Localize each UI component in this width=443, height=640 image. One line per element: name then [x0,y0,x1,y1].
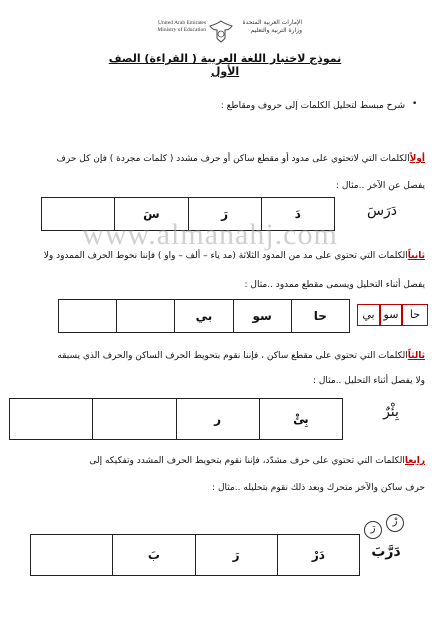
section2-table [58,299,350,333]
section2-cell [117,300,175,333]
section3-table [9,398,343,440]
ministry-ar-line2: وزارة التربية والتعليم [250,27,302,34]
section4-heading: رابعا [404,456,425,466]
section3-cell [93,399,176,440]
page-title: نموذج لاختبار اللغة العربية ( القراءة) الصف الأول [108,52,342,78]
section1-line1 [12,153,425,166]
ministry-ar-line1: الإمارات العربية المتحدة [242,19,302,26]
section3-cell [10,399,93,440]
ministry-name-english [150,20,206,34]
section2-example-part: سو [380,304,402,326]
section3-text: الكلمات التي تحتوي على مقطع ساكن ، فإننا نقوم بتحويط الحرف الساكن والحرف الذي يسبقه [57,351,408,361]
section4-line1 [12,455,425,468]
section4-cell: دَرْ [277,535,359,576]
section1-example-word: دَرَسَ [366,203,398,219]
section3-heading: ثالثاً [407,351,425,361]
intro-bullet: • [412,99,418,109]
section4-line2: حرف ساكن والآخر متحرك وبعد ذلك نقوم بتحليله ..مثال : [212,483,425,493]
section4-circle-letter: رَ [364,521,382,539]
ministry-en-line2: Ministry of Education [157,27,206,33]
section4-example-word: دَرَّبَ [371,544,401,560]
section2-example-part: بي [357,304,380,326]
section1-cell: دَ [261,198,334,231]
section2-example-part: حا [402,304,428,326]
section2-cell: بي [175,300,233,333]
section2-text: الكلمات التي تحتوي على مد من المدود الثلاثة (مد ياء – ألف – واو ) فإننا نحوط الحرف الممدود ولا [43,251,408,261]
section1-cell: رَ [188,198,261,231]
section4-cell: رَ [195,535,277,576]
section3-line1 [12,350,425,363]
section2-cell: سو [233,300,291,333]
section4-table [30,534,360,576]
section1-heading: أولاً [409,154,425,164]
intro-text: شرح مبسط لتحليل الكلمات إلى حروف ومقاطع : [220,101,405,111]
section3-cell: بِئْ [259,399,342,440]
watermark: www.almanahj.com [82,218,338,251]
section3-example-word: بِئْرٌ [383,404,399,420]
section3-cell: ر [176,399,259,440]
section2-cell: حا [291,300,349,333]
section4-cell [31,535,113,576]
uae-emblem-icon [208,18,234,44]
ministry-name-arabic [238,19,302,35]
section1-cell: سَ [115,198,188,231]
section2-cell [59,300,117,333]
section2-heading: ثانياً [407,251,425,261]
section4-text: الكلمات التي تحتوي على حرف مشدّد، فإننا نقوم بتحويط الحرف المشدد وتفكيكه إلى [89,456,405,466]
section1-text: الكلمات التي لاتحتوي على مدود أو مقطع ساكن أو حرف مشدد ( كلمات مجردة ) فإن كل حرف [56,154,410,164]
section4-cell: بَ [113,535,195,576]
section2-line2: يفصل أثناء التحليل ويسمى مقطع ممدود ..مثال : [244,280,425,290]
section3-line2: ولا يفصل أثناء التحليل ..مثال : [312,376,425,386]
section1-line2: يفصل عن الآخر ..مثال : [335,181,425,191]
section4-circle-letter: رْ [386,514,404,532]
ministry-en-line1: United Arab Emirates [158,20,206,26]
